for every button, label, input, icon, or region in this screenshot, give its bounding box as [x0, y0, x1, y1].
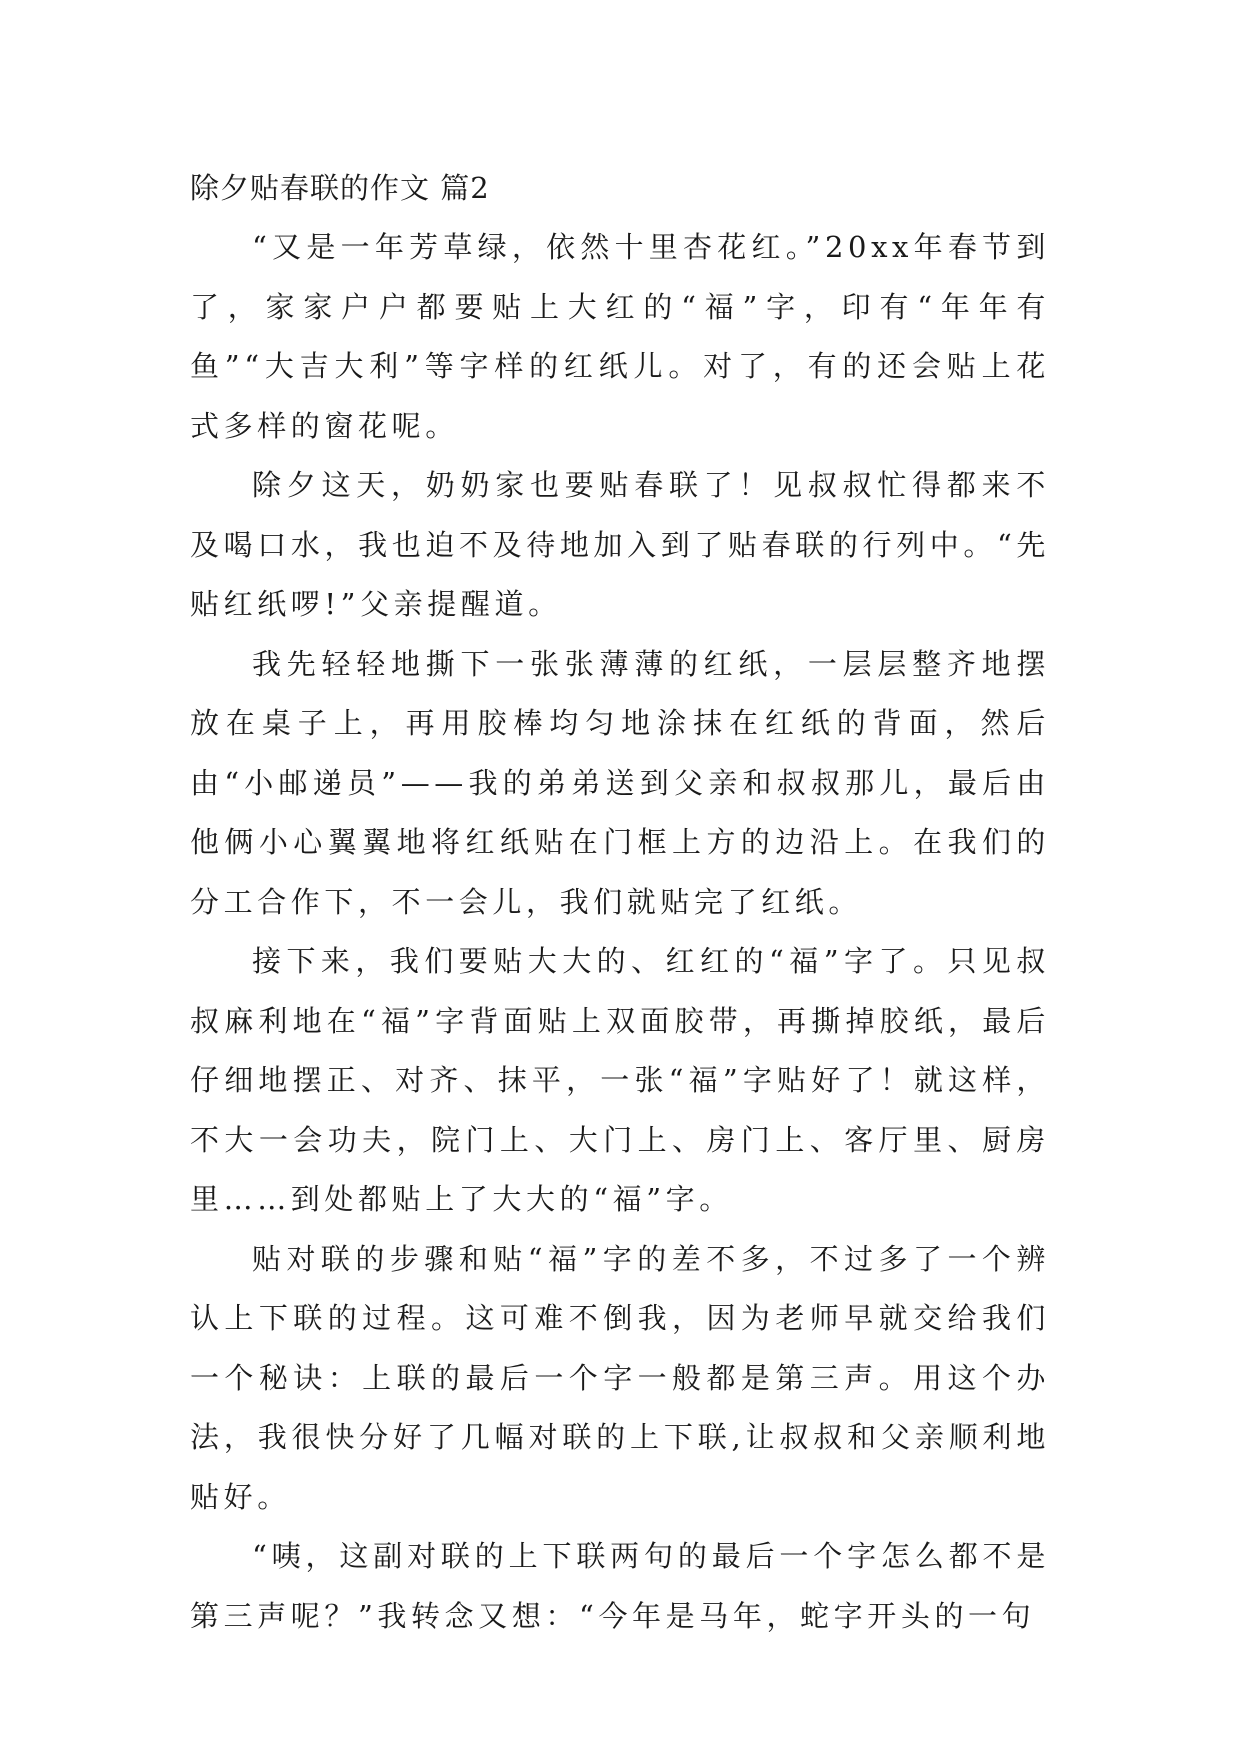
- document-title: 除夕贴春联的作文 篇2: [190, 171, 490, 205]
- paragraph-4: 接下来，我们要贴大大的、红红的“福”字了。只见叔叔麻利地在“福”字背面贴上双面胶带，再撕掉胶纸，最后仔细地摆正、对齐、抹平，一张“福”字贴好了！就这样，不大一会功夫，院门上、大门上、房门上、客厅里、厨房里……到处都贴上了大大的“福”字。: [190, 944, 1050, 1216]
- paragraph-6: “咦，这副对联的上下联两句的最后一个字怎么都不是第三声呢？”我转念又想：“今年是马年，蛇字开头的一句: [190, 1539, 1050, 1633]
- paragraph-2: 除夕这天，奶奶家也要贴春联了！见叔叔忙得都来不及喝口水，我也迫不及待地加入到了贴春联的行列中。“先贴红纸啰!”父亲提醒道。: [190, 468, 1050, 621]
- paragraph-1: “又是一年芳草绿，依然十里杏花红。”20xx年春节到了，家家户户都要贴上大红的“福”字，印有“年年有鱼”“大吉大利”等字样的红纸儿。对了，有的还会贴上花式多样的窗花呢。: [190, 230, 1050, 443]
- paragraph-3: 我先轻轻地撕下一张张薄薄的红纸，一层层整齐地摆放在桌子上，再用胶棒均匀地涂抹在红纸的背面，然后由“小邮递员”——我的弟弟送到父亲和叔叔那儿，最后由他俩小心翼翼地将红纸贴在门框上方的边沿上。在我们的分工合作下，不一会儿，我们就贴完了红纸。: [190, 646, 1050, 919]
- paragraph-5: 贴对联的步骤和贴“福”字的差不多，不过多了一个辨认上下联的过程。这可难不倒我，因为老师早就交给我们一个秘诀：上联的最后一个字一般都是第三声。用这个办法，我很快分好了几幅对联的上下联,让叔叔和父亲顺利地贴好。: [190, 1241, 1050, 1514]
- document-body: [190, 158, 1050, 1646]
